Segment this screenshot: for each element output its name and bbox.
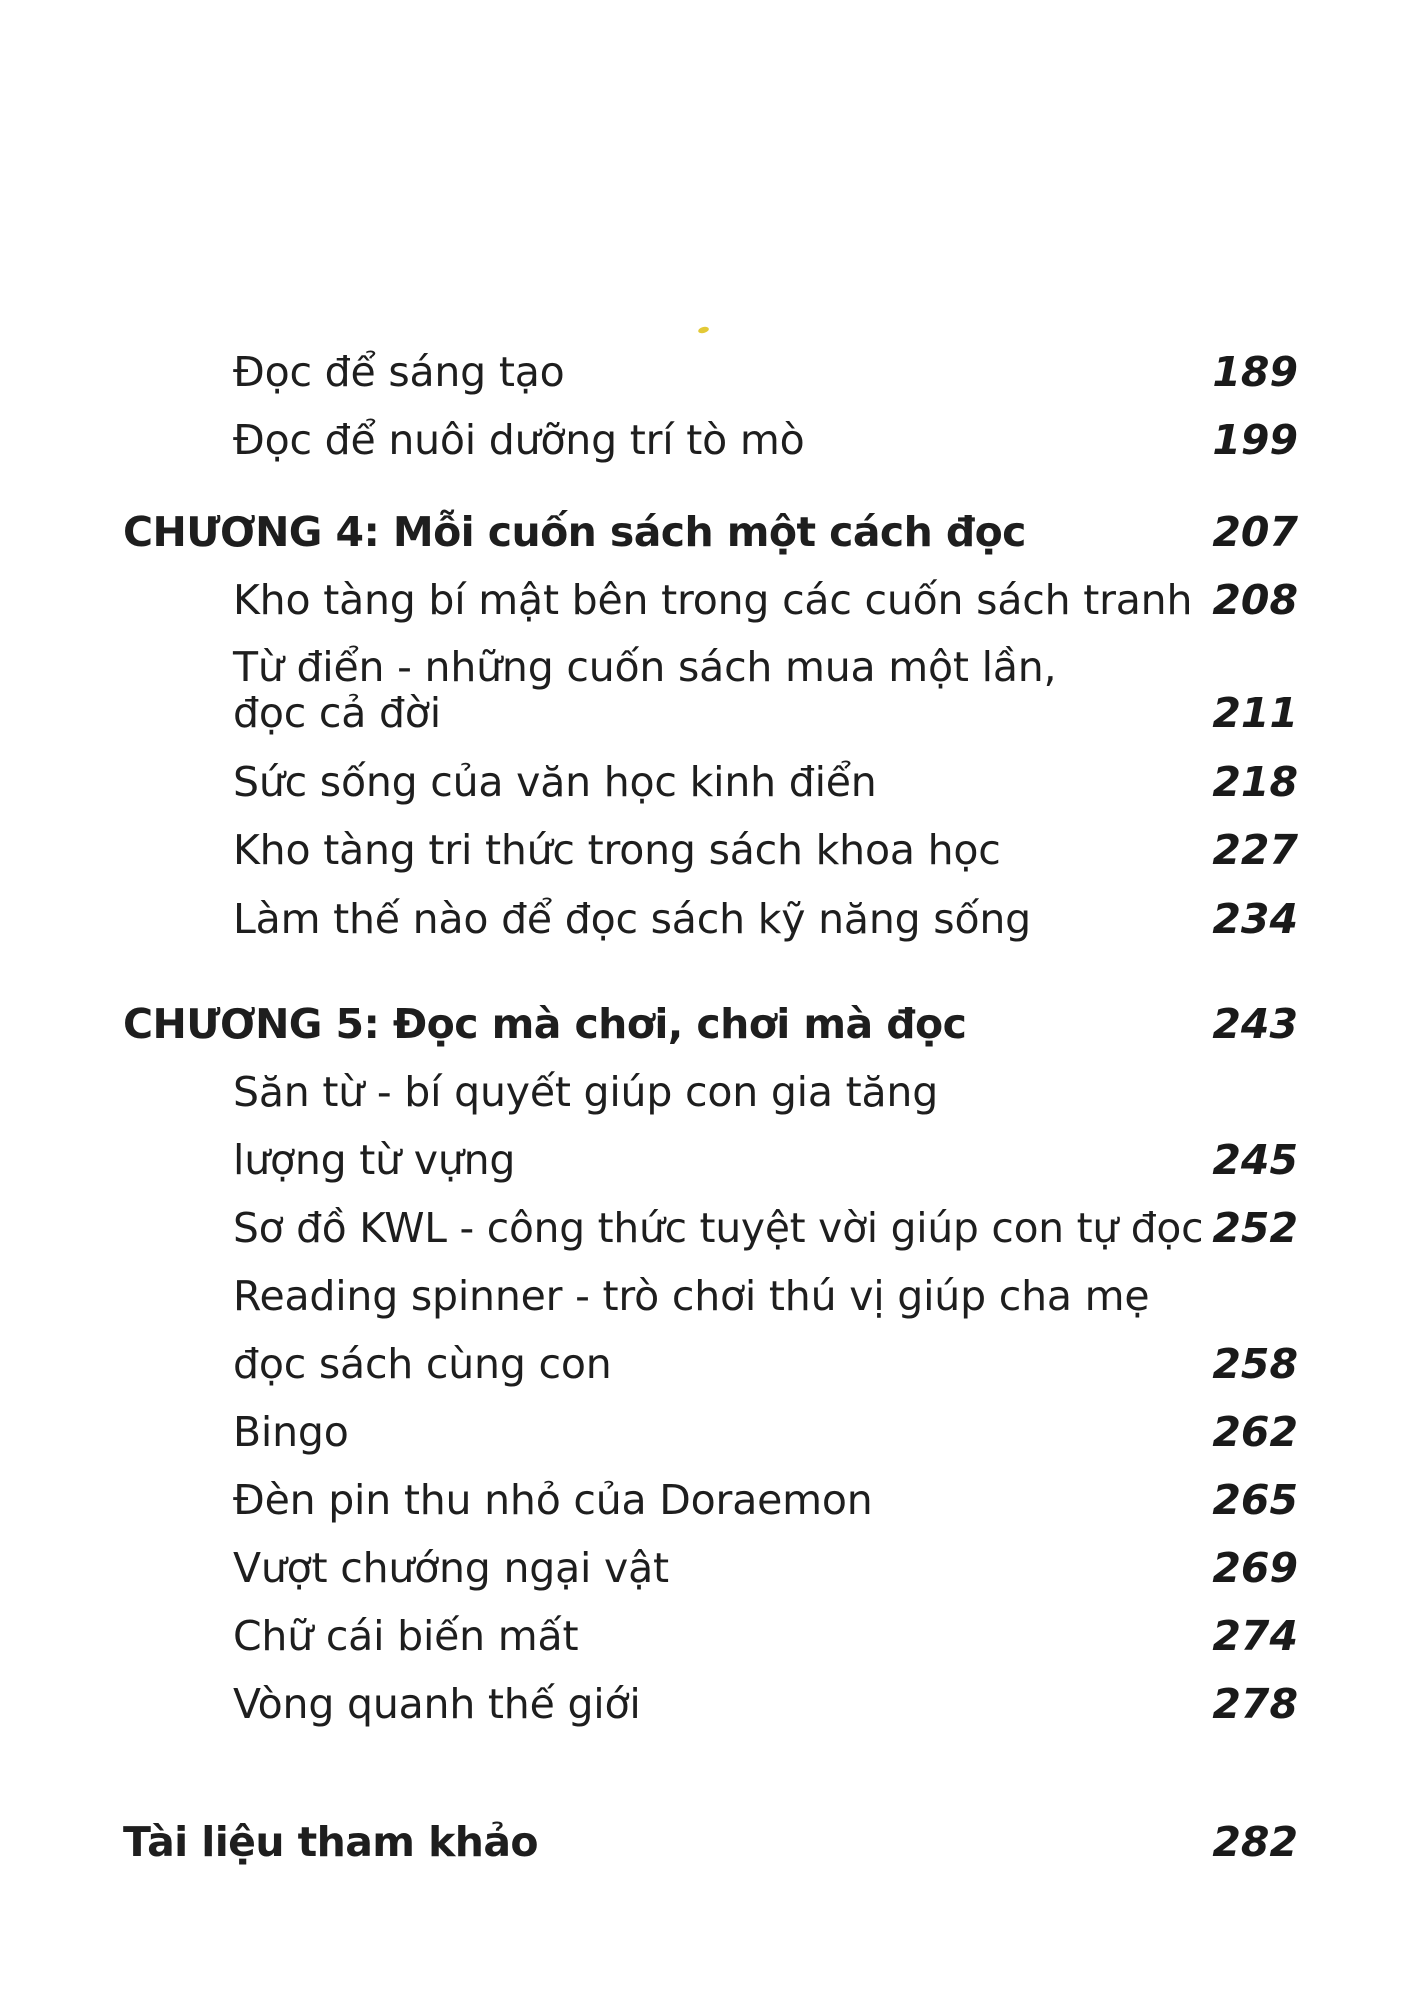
toc-chapter-page: 243 [1212,1000,1298,1048]
toc-entry-page: 211 [1212,689,1298,737]
toc-entry-page: 199 [1212,416,1298,464]
toc-entry-page: 234 [1212,895,1298,943]
toc-entry-page: 208 [1212,576,1298,624]
toc-entry [0,889,1414,949]
toc-chapter-title: CHƯƠNG 5: Đọc mà chơi, chơi mà đọc [123,1000,967,1048]
toc-entry-title: Chữ cái biến mất [233,1612,579,1660]
toc-entry-title: Kho tàng bí mật bên trong các cuốn sách tranh [233,576,1193,624]
toc-entry [0,1606,1414,1666]
toc-entry-page: 252 [1212,1204,1298,1252]
toc-entry-title: Reading spinner - trò chơi thú vị giúp cha mẹ [233,1272,1150,1320]
toc-entry [0,752,1414,812]
toc-entry [0,1198,1414,1258]
toc-entry-title: Sức sống của văn học kinh điển [233,758,877,806]
toc-entry-title: lượng từ vựng [233,1136,516,1184]
toc-entry [0,820,1414,880]
toc-entry-title: Săn từ - bí quyết giúp con gia tăng [233,1068,939,1116]
toc-entry-title: Đọc để sáng tạo [233,348,565,396]
toc-entry [0,1266,1414,1326]
toc-entry-title: Vượt chướng ngại vật [233,1544,669,1592]
toc-entry [0,683,1414,743]
toc-entry [0,1130,1414,1190]
toc-entry-page: 262 [1212,1408,1298,1456]
toc-back-matter [0,1812,1414,1872]
toc-entry-title: Sơ đồ KWL - công thức tuyệt vời giúp con tự đọc [233,1204,1204,1252]
toc-entry [0,1674,1414,1734]
toc-entry-page: 218 [1212,758,1298,806]
toc-entry-page: 278 [1212,1680,1298,1728]
toc-entry-page: 258 [1212,1340,1298,1388]
toc-back-matter-title: Tài liệu tham khảo [123,1818,538,1866]
toc-entry [0,1334,1414,1394]
toc-chapter-title: CHƯƠNG 4: Mỗi cuốn sách một cách đọc [123,508,1026,556]
toc-entry [0,410,1414,470]
toc-entry-title: đọc cả đời [233,689,441,737]
toc-entry [0,342,1414,402]
toc-entry-title: Từ điển - những cuốn sách mua một lần, [233,643,1057,691]
toc-entry-title: Vòng quanh thế giới [233,1680,641,1728]
toc-back-matter-page: 282 [1212,1818,1298,1866]
toc-entry-page: 189 [1212,348,1298,396]
toc-entry-title: đọc sách cùng con [233,1340,612,1388]
toc-entry [0,1402,1414,1462]
toc-chapter-heading [0,502,1414,562]
toc-entry-title: Bingo [233,1408,349,1456]
toc-entry-title: Làm thế nào để đọc sách kỹ năng sống [233,895,1031,943]
ink-speck [697,326,709,335]
toc-entry-title: Đèn pin thu nhỏ của Doraemon [233,1476,873,1524]
toc-entry-title: Đọc để nuôi dưỡng trí tò mò [233,416,805,464]
toc-chapter-heading [0,994,1414,1054]
toc-entry [0,1538,1414,1598]
toc-entry-page: 245 [1212,1136,1298,1184]
toc-entry-page: 227 [1212,826,1298,874]
toc-entry-page: 265 [1212,1476,1298,1524]
toc-entry-title: Kho tàng tri thức trong sách khoa học [233,826,1001,874]
toc-entry [0,570,1414,630]
toc-entry-page: 269 [1212,1544,1298,1592]
toc-entry [0,1470,1414,1530]
toc-entry [0,1062,1414,1122]
toc-chapter-page: 207 [1212,508,1298,556]
toc-entry-page: 274 [1212,1612,1298,1660]
